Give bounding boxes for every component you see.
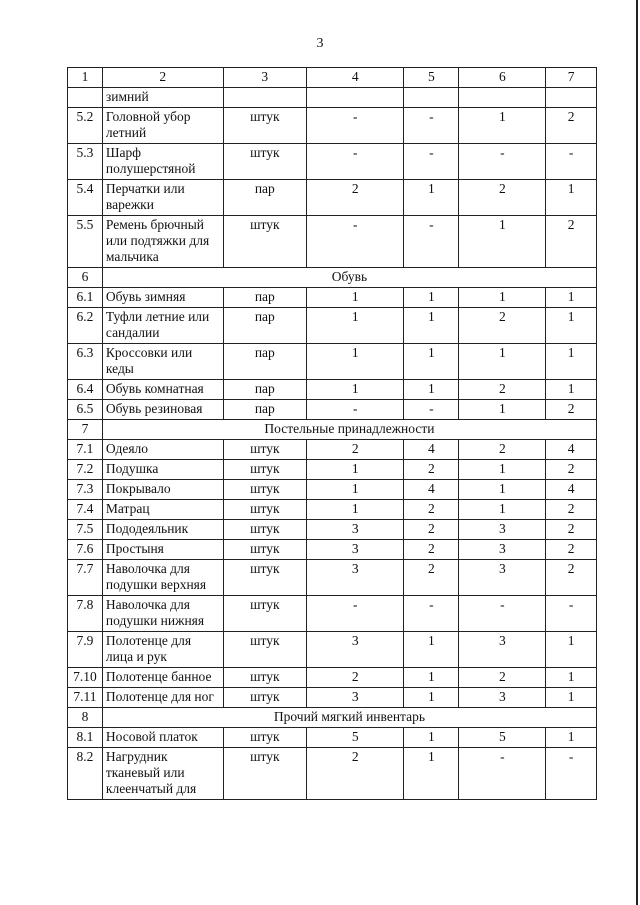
table-row [68, 748, 597, 800]
value-col-4: 1 [307, 460, 404, 480]
item-name: Перчатки или варежки [102, 180, 223, 216]
item-unit: штук [223, 728, 307, 748]
continuation-text: зимний [102, 88, 223, 108]
item-number: 7.11 [68, 688, 103, 708]
item-unit: штук [223, 460, 307, 480]
value-col-5: 1 [404, 632, 459, 668]
continuation-empty-cell [307, 88, 404, 108]
continuation-row [68, 88, 597, 108]
value-col-7: 2 [546, 520, 597, 540]
value-col-4: - [307, 596, 404, 632]
item-unit: пар [223, 180, 307, 216]
item-number: 5.2 [68, 108, 103, 144]
item-unit: штук [223, 748, 307, 800]
item-unit: штук [223, 560, 307, 596]
value-col-7: 2 [546, 108, 597, 144]
item-name: Простыня [102, 540, 223, 560]
page-number: 3 [316, 36, 324, 51]
value-col-6: - [459, 748, 546, 800]
value-col-5: 2 [404, 460, 459, 480]
item-number: 7.1 [68, 440, 103, 460]
continuation-empty-cell [223, 88, 307, 108]
item-name: Нагрудник тканевый или клеенчатый для [102, 748, 223, 800]
value-col-7: 1 [546, 308, 597, 344]
header-cell-6: 6 [459, 68, 546, 88]
value-col-7: 2 [546, 216, 597, 268]
section-number: 8 [68, 708, 103, 728]
value-col-7: 2 [546, 400, 597, 420]
table-row [68, 520, 597, 540]
value-col-6: 2 [459, 180, 546, 216]
item-number: 7.8 [68, 596, 103, 632]
item-number: 6.3 [68, 344, 103, 380]
item-name: Покрывало [102, 480, 223, 500]
item-unit: штук [223, 520, 307, 540]
item-unit: штук [223, 688, 307, 708]
header-row [68, 68, 597, 88]
section-row [68, 708, 597, 728]
value-col-5: 1 [404, 380, 459, 400]
value-col-5: 1 [404, 344, 459, 380]
item-unit: штук [223, 540, 307, 560]
value-col-4: 3 [307, 688, 404, 708]
header-cell-2: 2 [102, 68, 223, 88]
item-number: 7.2 [68, 460, 103, 480]
item-number: 7.5 [68, 520, 103, 540]
item-number: 7.3 [68, 480, 103, 500]
value-col-4: 5 [307, 728, 404, 748]
item-unit: пар [223, 288, 307, 308]
value-col-6: 1 [459, 480, 546, 500]
continuation-empty-cell [404, 88, 459, 108]
continuation-empty-cell [459, 88, 546, 108]
table-row [68, 560, 597, 596]
value-col-6: 3 [459, 560, 546, 596]
value-col-7: 1 [546, 344, 597, 380]
value-col-5: 1 [404, 748, 459, 800]
value-col-7: 1 [546, 668, 597, 688]
item-name: Матрац [102, 500, 223, 520]
item-number: 7.9 [68, 632, 103, 668]
item-number: 7.10 [68, 668, 103, 688]
item-unit: пар [223, 400, 307, 420]
item-unit: штук [223, 668, 307, 688]
item-number: 8.2 [68, 748, 103, 800]
table-row [68, 400, 597, 420]
item-name: Шарф полушерстяной [102, 144, 223, 180]
value-col-4: 2 [307, 440, 404, 460]
value-col-7: 1 [546, 728, 597, 748]
section-row [68, 268, 597, 288]
value-col-6: 2 [459, 440, 546, 460]
value-col-5: 1 [404, 288, 459, 308]
item-unit: штук [223, 500, 307, 520]
table-row [68, 288, 597, 308]
table-body [68, 68, 597, 800]
value-col-7: 1 [546, 632, 597, 668]
item-number: 7.6 [68, 540, 103, 560]
item-number: 6.4 [68, 380, 103, 400]
item-name: Обувь резиновая [102, 400, 223, 420]
value-col-6: 3 [459, 632, 546, 668]
table-row [68, 596, 597, 632]
value-col-7: - [546, 596, 597, 632]
item-unit: штук [223, 632, 307, 668]
value-col-7: 1 [546, 288, 597, 308]
item-name: Головной убор летний [102, 108, 223, 144]
item-unit: штук [223, 440, 307, 460]
item-name: Туфли летние или сандалии [102, 308, 223, 344]
item-unit: штук [223, 216, 307, 268]
item-name: Полотенце для ног [102, 688, 223, 708]
value-col-4: 1 [307, 344, 404, 380]
item-number: 6.2 [68, 308, 103, 344]
table-row [68, 540, 597, 560]
value-col-5: 4 [404, 480, 459, 500]
section-title: Постельные принадлежности [102, 420, 596, 440]
value-col-6: 1 [459, 400, 546, 420]
value-col-4: 1 [307, 380, 404, 400]
value-col-5: 1 [404, 668, 459, 688]
item-name: Носовой платок [102, 728, 223, 748]
value-col-4: 1 [307, 308, 404, 344]
value-col-4: - [307, 400, 404, 420]
value-col-6: 5 [459, 728, 546, 748]
item-name: Обувь зимняя [102, 288, 223, 308]
value-col-6: 1 [459, 216, 546, 268]
value-col-7: 1 [546, 688, 597, 708]
value-col-4: 1 [307, 500, 404, 520]
value-col-4: 1 [307, 480, 404, 500]
header-cell-5: 5 [404, 68, 459, 88]
value-col-6: 1 [459, 288, 546, 308]
value-col-5: 4 [404, 440, 459, 460]
scan-edge-line [636, 0, 638, 905]
value-col-6: 2 [459, 308, 546, 344]
section-title: Обувь [102, 268, 596, 288]
value-col-6: 2 [459, 668, 546, 688]
header-cell-4: 4 [307, 68, 404, 88]
item-number: 6.5 [68, 400, 103, 420]
value-col-7: 2 [546, 460, 597, 480]
value-col-5: - [404, 596, 459, 632]
item-number: 6.1 [68, 288, 103, 308]
value-col-4: - [307, 108, 404, 144]
table-row [68, 380, 597, 400]
value-col-7: - [546, 748, 597, 800]
item-number: 5.3 [68, 144, 103, 180]
value-col-7: 4 [546, 480, 597, 500]
item-unit: штук [223, 108, 307, 144]
table-row [68, 440, 597, 460]
table-row [68, 688, 597, 708]
value-col-6: 3 [459, 520, 546, 540]
value-col-6: 3 [459, 540, 546, 560]
value-col-6: 1 [459, 500, 546, 520]
value-col-5: 2 [404, 520, 459, 540]
value-col-5: - [404, 216, 459, 268]
continuation-empty-cell [546, 88, 597, 108]
table-row [68, 460, 597, 480]
value-col-7: - [546, 144, 597, 180]
value-col-6: 2 [459, 380, 546, 400]
item-number: 7.4 [68, 500, 103, 520]
value-col-7: 1 [546, 180, 597, 216]
item-unit: штук [223, 596, 307, 632]
item-number: 8.1 [68, 728, 103, 748]
item-name: Ремень брючный или подтяжки для мальчика [102, 216, 223, 268]
table-row [68, 728, 597, 748]
value-col-6: - [459, 596, 546, 632]
item-number: 5.4 [68, 180, 103, 216]
value-col-6: 1 [459, 108, 546, 144]
value-col-4: 3 [307, 520, 404, 540]
value-col-5: 1 [404, 180, 459, 216]
item-name: Наволочка для подушки верхняя [102, 560, 223, 596]
value-col-4: 1 [307, 288, 404, 308]
value-col-5: 2 [404, 560, 459, 596]
item-number: 5.5 [68, 216, 103, 268]
header-cell-3: 3 [223, 68, 307, 88]
value-col-5: - [404, 108, 459, 144]
value-col-5: - [404, 400, 459, 420]
table-row [68, 308, 597, 344]
table-row [68, 144, 597, 180]
item-name: Полотенце для лица и рук [102, 632, 223, 668]
value-col-4: 3 [307, 560, 404, 596]
value-col-4: - [307, 144, 404, 180]
header-cell-7: 7 [546, 68, 597, 88]
item-name: Одеяло [102, 440, 223, 460]
continuation-num-cell [68, 88, 103, 108]
value-col-7: 4 [546, 440, 597, 460]
header-cell-1: 1 [68, 68, 103, 88]
item-name: Полотенце банное [102, 668, 223, 688]
table-row [68, 180, 597, 216]
value-col-5: - [404, 144, 459, 180]
value-col-5: 1 [404, 728, 459, 748]
item-name: Обувь комнатная [102, 380, 223, 400]
value-col-4: 3 [307, 632, 404, 668]
value-col-5: 1 [404, 308, 459, 344]
table-row [68, 668, 597, 688]
value-col-6: - [459, 144, 546, 180]
value-col-6: 3 [459, 688, 546, 708]
value-col-7: 1 [546, 380, 597, 400]
value-col-5: 2 [404, 500, 459, 520]
value-col-4: - [307, 216, 404, 268]
table-row [68, 632, 597, 668]
item-unit: пар [223, 344, 307, 380]
item-unit: штук [223, 144, 307, 180]
section-row [68, 420, 597, 440]
item-unit: пар [223, 380, 307, 400]
table-row [68, 108, 597, 144]
table-row [68, 480, 597, 500]
value-col-4: 2 [307, 748, 404, 800]
items-table [67, 67, 597, 800]
section-number: 7 [68, 420, 103, 440]
value-col-5: 2 [404, 540, 459, 560]
value-col-7: 2 [546, 560, 597, 596]
value-col-6: 1 [459, 460, 546, 480]
item-number: 7.7 [68, 560, 103, 596]
value-col-7: 2 [546, 540, 597, 560]
value-col-6: 1 [459, 344, 546, 380]
table-row [68, 500, 597, 520]
item-name: Подушка [102, 460, 223, 480]
table-row [68, 216, 597, 268]
value-col-4: 2 [307, 668, 404, 688]
item-name: Кроссовки или кеды [102, 344, 223, 380]
value-col-7: 2 [546, 500, 597, 520]
section-title: Прочий мягкий инвентарь [102, 708, 596, 728]
value-col-4: 3 [307, 540, 404, 560]
item-name: Пододеяльник [102, 520, 223, 540]
table-row [68, 344, 597, 380]
value-col-4: 2 [307, 180, 404, 216]
item-unit: пар [223, 308, 307, 344]
section-number: 6 [68, 268, 103, 288]
value-col-5: 1 [404, 688, 459, 708]
item-name: Наволочка для подушки нижняя [102, 596, 223, 632]
item-unit: штук [223, 480, 307, 500]
